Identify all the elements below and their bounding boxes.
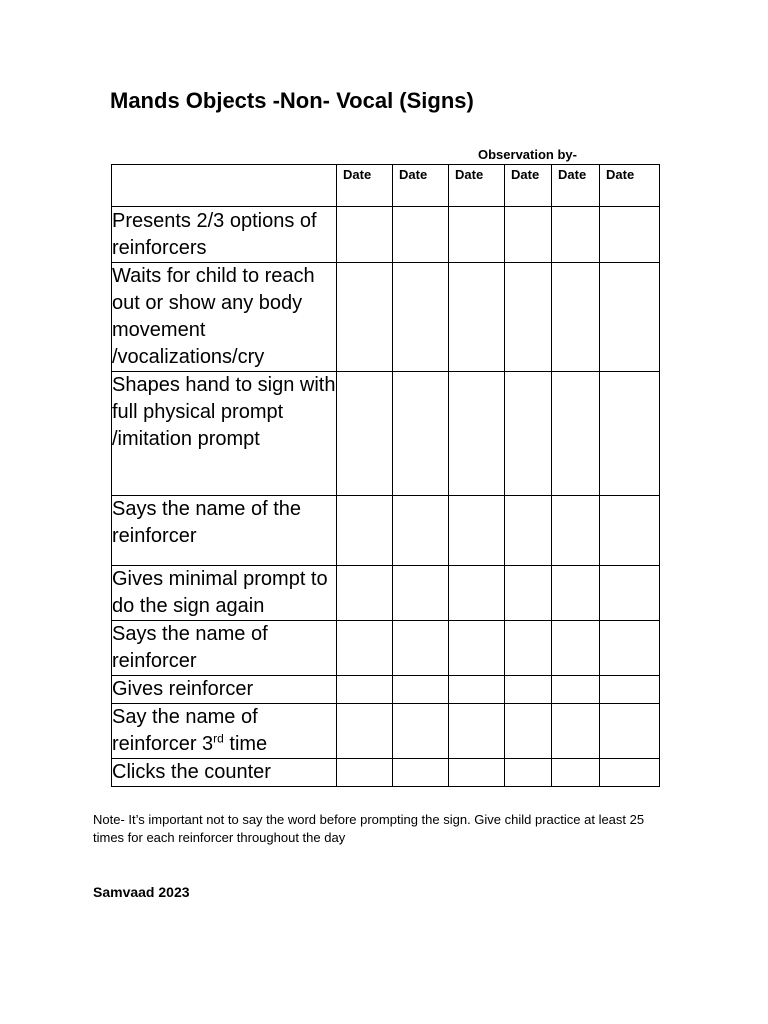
date-cell[interactable] bbox=[393, 496, 449, 566]
date-cell[interactable] bbox=[449, 496, 505, 566]
date-cell[interactable] bbox=[552, 566, 600, 621]
activity-label: Shapes hand to sign with full physical prompt /imitation prompt bbox=[112, 372, 337, 496]
date-cell[interactable] bbox=[449, 676, 505, 704]
date-cell[interactable] bbox=[337, 704, 393, 759]
table-row bbox=[112, 759, 660, 787]
date-cell[interactable] bbox=[552, 263, 600, 372]
date-cell[interactable] bbox=[600, 496, 660, 566]
page-title: Mands Objects -Non- Vocal (Signs) bbox=[110, 88, 474, 113]
table-row bbox=[112, 207, 660, 263]
table-row bbox=[112, 621, 660, 676]
header-date: Date bbox=[505, 165, 552, 207]
activity-label: Says the name of reinforcer bbox=[112, 621, 337, 676]
date-cell[interactable] bbox=[449, 621, 505, 676]
date-cell[interactable] bbox=[449, 372, 505, 496]
date-cell[interactable] bbox=[505, 566, 552, 621]
date-cell[interactable] bbox=[449, 566, 505, 621]
date-cell[interactable] bbox=[393, 566, 449, 621]
header-date: Date bbox=[600, 165, 660, 207]
date-cell[interactable] bbox=[337, 263, 393, 372]
header-date: Date bbox=[449, 165, 505, 207]
header-date: Date bbox=[337, 165, 393, 207]
date-cell[interactable] bbox=[600, 263, 660, 372]
activity-label: Gives minimal prompt to do the sign again bbox=[112, 566, 337, 621]
date-cell[interactable] bbox=[552, 207, 600, 263]
date-cell[interactable] bbox=[552, 759, 600, 787]
date-cell[interactable] bbox=[337, 676, 393, 704]
activity-label-text: Say the name of reinforcer 3 bbox=[112, 706, 258, 755]
date-cell[interactable] bbox=[393, 621, 449, 676]
header-date: Date bbox=[552, 165, 600, 207]
table-row bbox=[112, 704, 660, 759]
activity-label: Gives reinforcer bbox=[112, 676, 337, 704]
date-cell[interactable] bbox=[505, 263, 552, 372]
date-cell[interactable] bbox=[393, 676, 449, 704]
ordinal-suffix: rd bbox=[213, 731, 224, 746]
table-row bbox=[112, 263, 660, 372]
activity-label: Clicks the counter bbox=[112, 759, 337, 787]
table-row bbox=[112, 676, 660, 704]
note-text: Note- It’s important not to say the word before prompting the sign. Give child practice at least 25 times for each reinforcer throughout the day bbox=[93, 812, 645, 845]
date-cell[interactable] bbox=[552, 372, 600, 496]
table-row bbox=[112, 566, 660, 621]
date-cell[interactable] bbox=[393, 207, 449, 263]
table-row bbox=[112, 372, 660, 496]
date-cell[interactable] bbox=[600, 372, 660, 496]
date-cell[interactable] bbox=[393, 263, 449, 372]
date-cell[interactable] bbox=[552, 676, 600, 704]
date-cell[interactable] bbox=[449, 759, 505, 787]
date-cell[interactable] bbox=[505, 372, 552, 496]
date-cell[interactable] bbox=[505, 207, 552, 263]
date-cell[interactable] bbox=[600, 759, 660, 787]
date-cell[interactable] bbox=[449, 704, 505, 759]
date-cell[interactable] bbox=[600, 676, 660, 704]
date-cell[interactable] bbox=[600, 207, 660, 263]
date-cell[interactable] bbox=[337, 759, 393, 787]
header-blank-cell bbox=[112, 165, 337, 207]
date-cell[interactable] bbox=[505, 496, 552, 566]
date-cell[interactable] bbox=[393, 372, 449, 496]
activity-label: Waits for child to reach out or show any body movement /vocalizations/cry bbox=[112, 263, 337, 372]
date-cell[interactable] bbox=[393, 759, 449, 787]
date-cell[interactable] bbox=[337, 496, 393, 566]
table-header-row bbox=[112, 165, 660, 207]
header-date: Date bbox=[393, 165, 449, 207]
date-cell[interactable] bbox=[552, 496, 600, 566]
date-cell[interactable] bbox=[505, 621, 552, 676]
observation-label: Observation by- bbox=[478, 147, 577, 162]
date-cell[interactable] bbox=[337, 372, 393, 496]
date-cell[interactable] bbox=[505, 704, 552, 759]
footer-credit: Samvaad 2023 bbox=[93, 884, 190, 900]
date-cell[interactable] bbox=[337, 621, 393, 676]
date-cell[interactable] bbox=[337, 566, 393, 621]
table-row bbox=[112, 496, 660, 566]
date-cell[interactable] bbox=[393, 704, 449, 759]
date-cell[interactable] bbox=[505, 759, 552, 787]
checklist-table bbox=[111, 164, 660, 787]
date-cell[interactable] bbox=[600, 704, 660, 759]
activity-label: Says the name of the reinforcer bbox=[112, 496, 337, 566]
date-cell[interactable] bbox=[600, 566, 660, 621]
activity-label bbox=[112, 704, 337, 759]
activity-label: Presents 2/3 options of reinforcers bbox=[112, 207, 337, 263]
date-cell[interactable] bbox=[337, 207, 393, 263]
activity-label-text: time bbox=[223, 733, 268, 755]
date-cell[interactable] bbox=[449, 207, 505, 263]
date-cell[interactable] bbox=[552, 704, 600, 759]
date-cell[interactable] bbox=[600, 621, 660, 676]
date-cell[interactable] bbox=[505, 676, 552, 704]
date-cell[interactable] bbox=[552, 621, 600, 676]
date-cell[interactable] bbox=[449, 263, 505, 372]
